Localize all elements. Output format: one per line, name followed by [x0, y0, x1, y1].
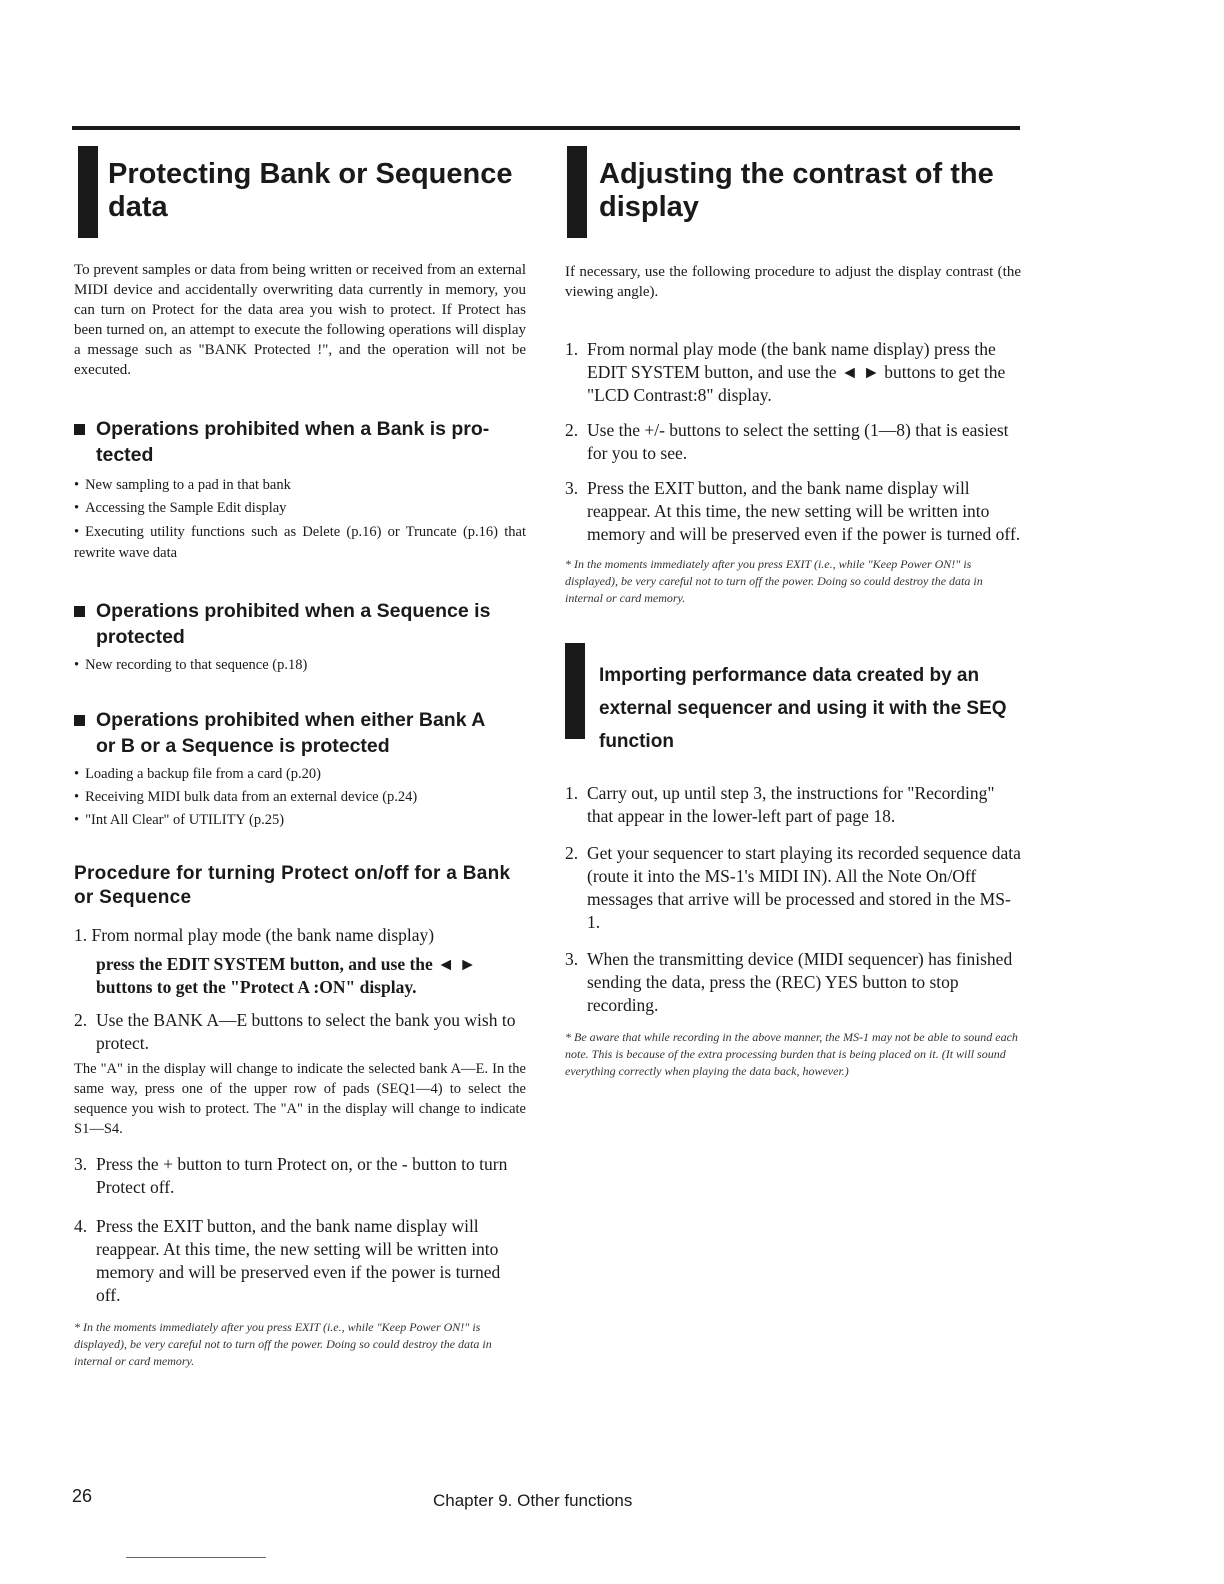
section-heading-import: [565, 643, 1021, 758]
step-item-continued: press the EDIT SYSTEM button, and use the ◄ ► buttons to get the "Protect A :ON" display.: [96, 954, 477, 997]
contrast-steps: [565, 338, 1021, 546]
list-item: • Receiving MIDI bulk data from an external device (p.24): [74, 786, 526, 809]
heading-bar: [78, 146, 98, 238]
section-heading-contrast: [565, 146, 1021, 238]
procedure-title: Procedure for turning Protect on/off for a Bank or Sequence: [74, 863, 511, 908]
heading-bar: [567, 146, 587, 238]
import-title: Importing performance data created by an external sequencer and using it with the SEQ function: [599, 665, 1007, 752]
step-item: 4. Press the EXIT button, and the bank name display will reappear. At this time, the new setting will be written into memory and will be preserved even if the power is turned off.: [74, 1216, 501, 1305]
square-bullet-icon: [74, 424, 85, 435]
list-item: • Executing utility functions such as Delete (p.16) or Truncate (p.16) that rewrite wave data: [74, 522, 526, 564]
contrast-intro: If necessary, use the following procedure to adjust the display contrast (the viewing angle).: [565, 264, 1021, 300]
step-item: 1. From normal play mode (the bank name display) press the EDIT SYSTEM button, and use the ◄ ► buttons to get the "LCD Contrast:8" display.: [565, 339, 1006, 405]
square-bullet-icon: [74, 606, 85, 617]
left-column: [74, 146, 526, 1370]
import-steps: [565, 782, 1021, 1017]
top-rule: [72, 126, 1020, 130]
warning-note: * In the moments immediately after you press EXIT (i.e., while "Keep Power ON!" is displayed), be very careful not to turn off the power. Doing so could destroy the data in internal or card memory.: [565, 557, 983, 605]
subsection-sequence: [74, 598, 526, 677]
heading-bar: [565, 643, 585, 739]
list-item: • New recording to that sequence (p.18): [74, 654, 526, 677]
list-item: • Loading a backup file from a card (p.20): [74, 763, 526, 786]
subheading-sequence: Operations prohibited when a Sequence is protected: [74, 598, 526, 650]
page-title-protect: Protecting Bank or Sequence data: [108, 158, 513, 223]
subheading-bank: Operations prohibited when a Bank is pro- tected: [74, 416, 526, 468]
list-item: • "Int All Clear" of UTILITY (p.25): [74, 809, 526, 832]
protect-intro: To prevent samples or data from being written or received from an external MIDI device and accidentally overwriting data currently in memory, you can turn on Protect for the data area you wish to protect. If Protect has been turned on, an attempt to execute the following operations will display a message such as "BANK Protected !", and the operation will not be executed.: [74, 262, 526, 378]
procedure-steps: [74, 924, 526, 1307]
step-item: 1. Carry out, up until step 3, the instructions for "Recording" that appear in the lower-left part of page 18.: [565, 783, 995, 826]
footer-line: [126, 1557, 266, 1558]
subsection-either: [74, 707, 526, 832]
step-item: 2. Use the BANK A—E buttons to select the bank you wish to protect.: [74, 1010, 516, 1053]
list-item: • Accessing the Sample Edit display: [74, 497, 526, 520]
step-item: 1. From normal play mode (the bank name display): [74, 925, 435, 945]
subsection-bank: [74, 416, 526, 564]
step-item: 3. When the transmitting device (MIDI sequencer) has finished sending the data, press the (REC) YES button to stop recording.: [565, 949, 1013, 1015]
step-detail: The "A" in the display will change to indicate the selected bank A—E. In the same way, press one of the upper row of pads (SEQ1—4) to select the sequence you wish to protect. The "A" in the display will change to indicate S1—S4.: [74, 1061, 526, 1137]
square-bullet-icon: [74, 715, 85, 726]
step-item: 3. Press the + button to turn Protect on, or the - button to turn Protect off.: [74, 1154, 508, 1197]
page-title-contrast: Adjusting the contrast of the display: [599, 158, 994, 223]
subheading-either: Operations prohibited when either Bank A or B or a Sequence is protected: [74, 707, 526, 759]
step-item: 2. Get your sequencer to start playing its recorded sequence data (route it into the MS-1's MIDI IN). All the Note On/Off messages that arrive will be processed and stored in the MS-1.: [565, 843, 1021, 932]
chapter-title: Chapter 9. Other functions: [433, 1491, 633, 1510]
warning-note: * In the moments immediately after you press EXIT (i.e., while "Keep Power ON!" is displayed), be very careful not to turn off the power. Doing so could destroy the data in internal or card memory.: [74, 1320, 492, 1368]
step-item: 2. Use the +/- buttons to select the setting (1—8) that is easiest for you to see.: [565, 420, 1009, 463]
section-heading-protect: [74, 146, 526, 238]
list-item: • New sampling to a pad in that bank: [74, 474, 526, 497]
step-item: 3. Press the EXIT button, and the bank name display will reappear. At this time, the new setting will be written into memory and will be preserved even if the power is turned off.: [565, 478, 1021, 544]
page-number: 26: [72, 1486, 93, 1506]
right-column: [565, 146, 1021, 1080]
warning-note: * Be aware that while recording in the above manner, the MS-1 may not be able to sound each note. This is because of the extra processing burden that is being placed on it. (It will sound everything correctly when playing the data back, however.): [565, 1030, 1018, 1078]
